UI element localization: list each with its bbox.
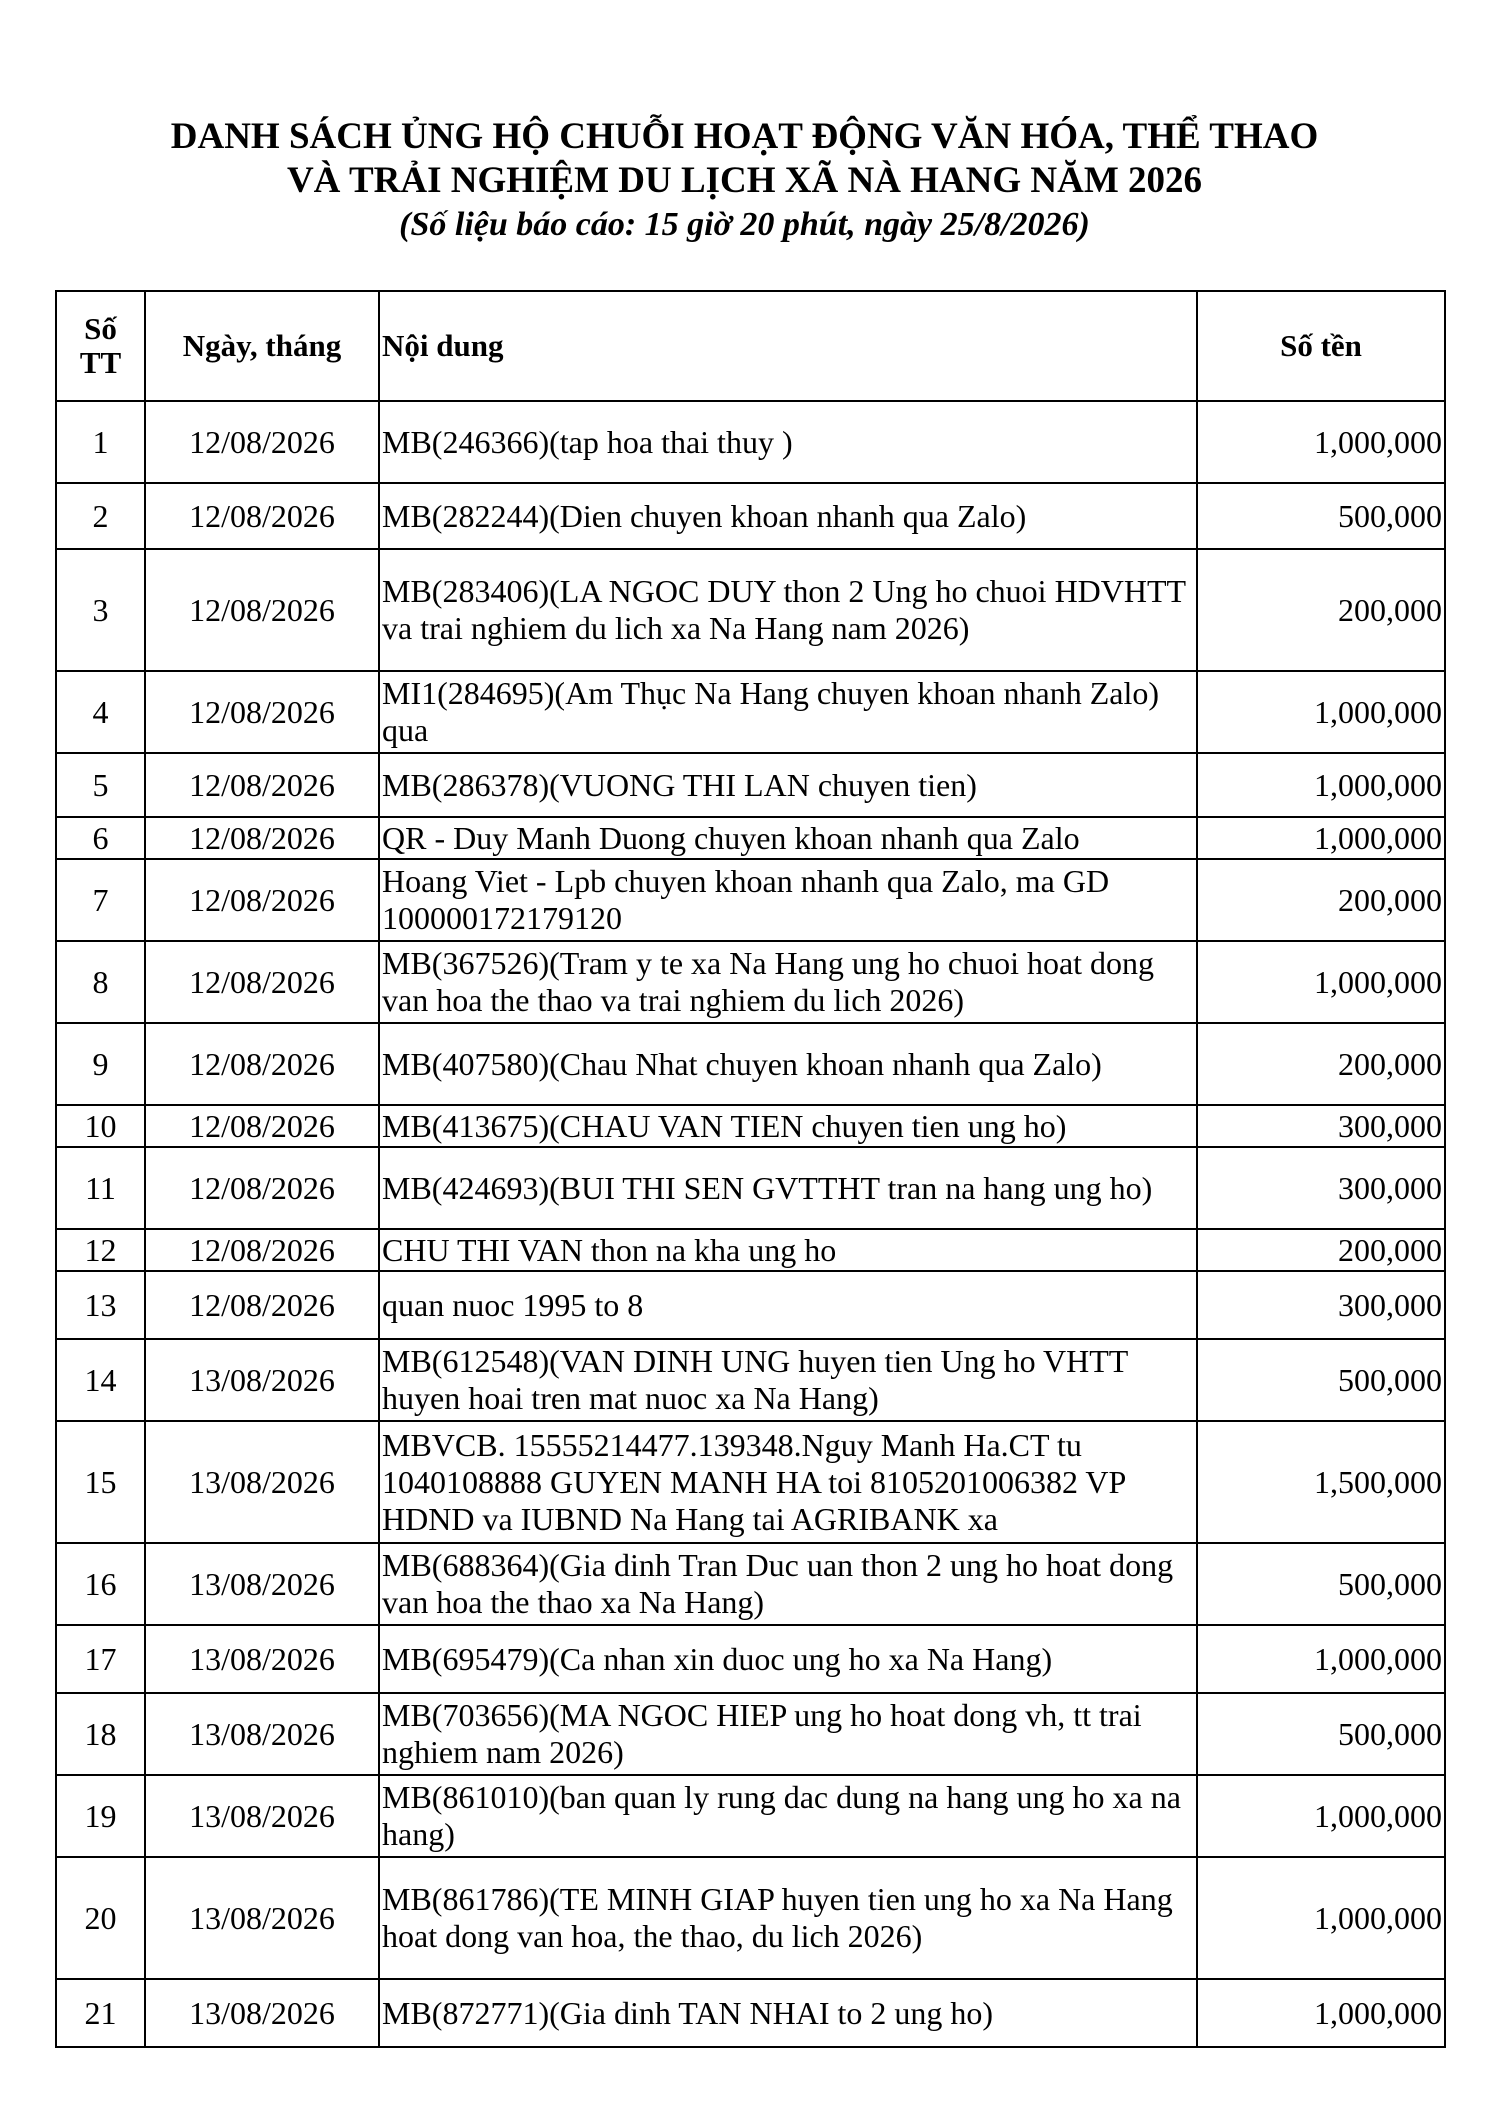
table-row (56, 1339, 1445, 1421)
row-date-cell: 13/08/2026 (145, 1775, 379, 1857)
row-content-cell: MB(695479)(Ca nhan xin duoc ung ho xa Na Hang) (379, 1625, 1197, 1693)
row-content-cell: MB(407580)(Chau Nhat chuyen khoan nhanh qua Zalo) (379, 1023, 1197, 1105)
row-date-cell: 13/08/2026 (145, 1339, 379, 1421)
row-amount-cell: 1,000,000 (1197, 941, 1445, 1023)
table-row (56, 549, 1445, 671)
row-content-cell: CHU THI VAN thon na kha ung ho (379, 1229, 1197, 1271)
row-amount-cell: 500,000 (1197, 1693, 1445, 1775)
row-stt-cell: 2 (56, 483, 145, 549)
header-stt-line-1: Số (84, 311, 117, 346)
row-stt-cell: 10 (56, 1105, 145, 1147)
row-date-cell: 13/08/2026 (145, 1625, 379, 1693)
table-row (56, 1271, 1445, 1339)
row-stt-cell: 4 (56, 671, 145, 753)
table-row (56, 1857, 1445, 1979)
header-stt (56, 291, 145, 401)
table-row (56, 941, 1445, 1023)
table-row (56, 817, 1445, 859)
row-stt-cell: 19 (56, 1775, 145, 1857)
row-content-cell: MB(286378)(VUONG THI LAN chuyen tien) (379, 753, 1197, 817)
table-row (56, 1421, 1445, 1543)
header-date: Ngày, tháng (145, 291, 379, 401)
row-stt-cell: 16 (56, 1543, 145, 1625)
row-amount-cell: 1,000,000 (1197, 753, 1445, 817)
row-amount-cell: 500,000 (1197, 1339, 1445, 1421)
donation-table (55, 290, 1446, 2048)
row-stt-cell: 17 (56, 1625, 145, 1693)
row-content-cell: MB(861010)(ban quan ly rung dac dung na hang ung ho xa na hang) (379, 1775, 1197, 1857)
row-stt-cell: 7 (56, 859, 145, 941)
row-content-cell: MB(246366)(tap hoa thai thuy ) (379, 401, 1197, 483)
document-title-line-2: VÀ TRẢI NGHIỆM DU LỊCH XÃ NÀ HANG NĂM 2026 (286, 160, 1203, 201)
row-date-cell: 12/08/2026 (145, 941, 379, 1023)
row-amount-cell: 1,000,000 (1197, 1775, 1445, 1857)
table-row (56, 753, 1445, 817)
row-stt-cell: 5 (56, 753, 145, 817)
row-date-cell: 12/08/2026 (145, 1147, 379, 1229)
row-date-cell: 12/08/2026 (145, 859, 379, 941)
row-stt-cell: 1 (56, 401, 145, 483)
row-date-cell: 12/08/2026 (145, 671, 379, 753)
row-amount-cell: 200,000 (1197, 1023, 1445, 1105)
row-amount-cell: 300,000 (1197, 1105, 1445, 1147)
row-stt-cell: 8 (56, 941, 145, 1023)
table-row (56, 671, 1445, 753)
row-stt-cell: 14 (56, 1339, 145, 1421)
row-content-cell: MI1(284695)(Am Thục Na Hang chuyen khoan nhanh Zalo) qua (379, 671, 1197, 753)
row-stt-cell: 9 (56, 1023, 145, 1105)
table-row (56, 483, 1445, 549)
report-timestamp-subtitle: (Số liệu báo cáo: 15 giờ 20 phút, ngày 25/8/2026) (399, 206, 1090, 243)
row-date-cell: 12/08/2026 (145, 1229, 379, 1271)
table-row (56, 1229, 1445, 1271)
row-amount-cell: 1,000,000 (1197, 401, 1445, 483)
row-content-cell: MB(413675)(CHAU VAN TIEN chuyen tien ung ho) (379, 1105, 1197, 1147)
row-content-cell: MB(872771)(Gia dinh TAN NHAI to 2 ung ho) (379, 1979, 1197, 2047)
row-amount-cell: 200,000 (1197, 549, 1445, 671)
row-content-cell: MBVCB. 15555214477.139348.Nguy Manh Ha.CT tu 1040108888 GUYEN MANH HA toi 8105201006382 VP HDND va IUBND Na Hang tai AGRIBANK xa (379, 1421, 1197, 1543)
row-amount-cell: 1,000,000 (1197, 817, 1445, 859)
row-amount-cell: 1,500,000 (1197, 1421, 1445, 1543)
row-date-cell: 13/08/2026 (145, 1857, 379, 1979)
row-amount-cell: 500,000 (1197, 1543, 1445, 1625)
row-content-cell: MB(861786)(TE MINH GIAP huyen tien ung ho xa Na Hang hoat dong van hoa, the thao, du lich 2026) (379, 1857, 1197, 1979)
table-row (56, 1023, 1445, 1105)
row-stt-cell: 12 (56, 1229, 145, 1271)
row-amount-cell: 200,000 (1197, 859, 1445, 941)
row-date-cell: 12/08/2026 (145, 1105, 379, 1147)
table-row (56, 1625, 1445, 1693)
row-amount-cell: 1,000,000 (1197, 1979, 1445, 2047)
table-row (56, 1543, 1445, 1625)
donation-table-body (56, 401, 1445, 2047)
row-date-cell: 12/08/2026 (145, 753, 379, 817)
header-stt-line-2: TT (79, 345, 122, 380)
table-row (56, 859, 1445, 941)
document-title-line-1: DANH SÁCH ỦNG HỘ CHUỖI HOẠT ĐỘNG VĂN HÓA, THỂ THAO (170, 116, 1319, 157)
row-content-cell: MB(612548)(VAN DINH UNG huyen tien Ung ho VHTT huyen hoai tren mat nuoc xa Na Hang) (379, 1339, 1197, 1421)
row-content-cell: MB(283406)(LA NGOC DUY thon 2 Ung ho chuoi HDVHTT va trai nghiem du lich xa Na Hang nam 2026) (379, 549, 1197, 671)
row-date-cell: 13/08/2026 (145, 1979, 379, 2047)
row-content-cell: MB(424693)(BUI THI SEN GVTTHT tran na hang ung ho) (379, 1147, 1197, 1229)
row-amount-cell: 1,000,000 (1197, 1625, 1445, 1693)
table-header-row (56, 291, 1445, 401)
row-content-cell: MB(282244)(Dien chuyen khoan nhanh qua Zalo) (379, 483, 1197, 549)
row-content-cell: MB(367526)(Tram y te xa Na Hang ung ho chuoi hoat dong van hoa the thao va trai nghiem du lich 2026) (379, 941, 1197, 1023)
row-content-cell: Hoang Viet - Lpb chuyen khoan nhanh qua Zalo, ma GD 100000172179120 (379, 859, 1197, 941)
row-amount-cell: 1,000,000 (1197, 671, 1445, 753)
row-stt-cell: 6 (56, 817, 145, 859)
row-content-cell: MB(703656)(MA NGOC HIEP ung ho hoat dong vh, tt trai nghiem nam 2026) (379, 1693, 1197, 1775)
row-date-cell: 13/08/2026 (145, 1421, 379, 1543)
header-amount: Số tền (1197, 291, 1445, 401)
row-stt-cell: 15 (56, 1421, 145, 1543)
row-date-cell: 13/08/2026 (145, 1543, 379, 1625)
row-amount-cell: 1,000,000 (1197, 1857, 1445, 1979)
row-date-cell: 13/08/2026 (145, 1693, 379, 1775)
row-stt-cell: 11 (56, 1147, 145, 1229)
row-date-cell: 12/08/2026 (145, 817, 379, 859)
table-row (56, 1147, 1445, 1229)
row-stt-cell: 3 (56, 549, 145, 671)
table-row (56, 1775, 1445, 1857)
row-date-cell: 12/08/2026 (145, 1023, 379, 1105)
row-content-cell: MB(688364)(Gia dinh Tran Duc uan thon 2 ung ho hoat dong van hoa the thao xa Na Hang) (379, 1543, 1197, 1625)
table-row (56, 1105, 1445, 1147)
row-stt-cell: 13 (56, 1271, 145, 1339)
row-amount-cell: 300,000 (1197, 1271, 1445, 1339)
row-amount-cell: 500,000 (1197, 483, 1445, 549)
row-date-cell: 12/08/2026 (145, 483, 379, 549)
row-date-cell: 12/08/2026 (145, 549, 379, 671)
table-row (56, 1693, 1445, 1775)
row-date-cell: 12/08/2026 (145, 401, 379, 483)
row-stt-cell: 18 (56, 1693, 145, 1775)
header-content: Nội dung (379, 291, 1197, 401)
table-row (56, 1979, 1445, 2047)
row-date-cell: 12/08/2026 (145, 1271, 379, 1339)
row-stt-cell: 21 (56, 1979, 145, 2047)
document-header (0, 115, 1489, 247)
table-row (56, 401, 1445, 483)
row-content-cell: QR - Duy Manh Duong chuyen khoan nhanh qua Zalo (379, 817, 1197, 859)
row-stt-cell: 20 (56, 1857, 145, 1979)
row-amount-cell: 200,000 (1197, 1229, 1445, 1271)
row-content-cell: quan nuoc 1995 to 8 (379, 1271, 1197, 1339)
row-amount-cell: 300,000 (1197, 1147, 1445, 1229)
